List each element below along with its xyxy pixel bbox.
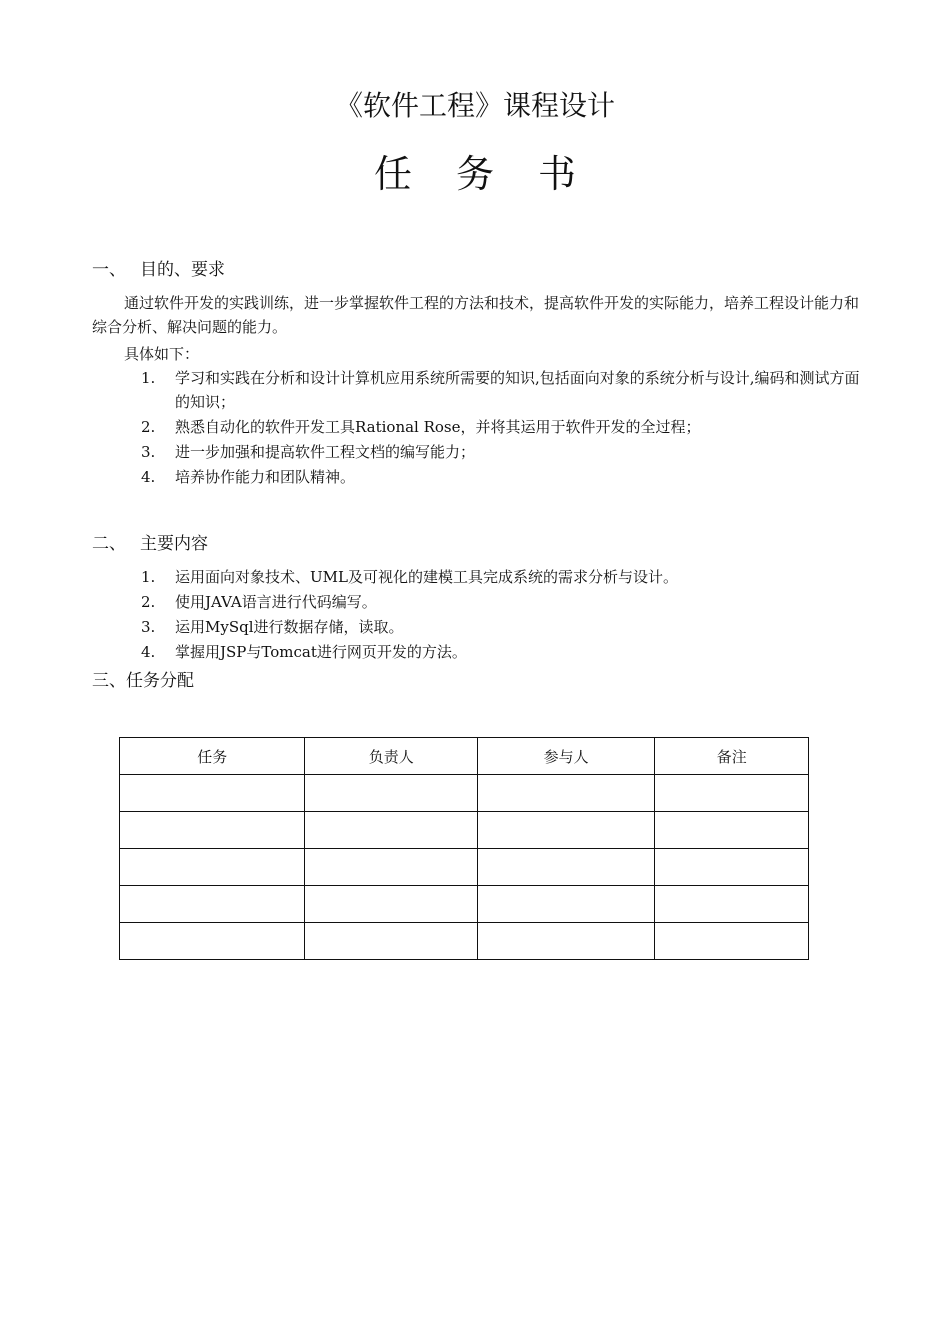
subtitle-char: 任 [373,152,412,196]
table-cell [477,886,654,923]
column-header-task: 任务 [120,738,305,775]
section2-heading [92,532,208,556]
item-number: 3. [141,618,156,636]
item-text: 运用MySql进行数据存储，读取。 [175,618,404,636]
item-number: 2. [141,418,156,436]
section1-number: 一、 [92,260,126,280]
section2-item [141,565,869,589]
section3-heading: 三、任务分配 [92,671,194,691]
table-cell [120,923,305,960]
table-cell [305,849,477,886]
table-cell [655,812,809,849]
section1-heading [92,258,225,282]
section1-item [141,440,869,464]
table-cell [477,812,654,849]
column-header-participant: 参与人 [477,738,654,775]
table-cell [477,923,654,960]
table-cell [655,849,809,886]
document-subtitle [0,148,950,200]
table-cell [655,886,809,923]
table-cell [655,775,809,812]
section2-title: 主要内容 [140,534,208,554]
table-cell [120,775,305,812]
item-text: 使用JAVA语言进行代码编写。 [175,593,377,611]
item-text: 掌握用JSP与Tomcat进行网页开发的方法。 [175,643,467,661]
column-header-owner: 负责人 [305,738,477,775]
item-number: 3. [141,443,156,461]
item-number: 4. [141,468,156,486]
subtitle-char: 务 [455,152,494,196]
section1-detail-label: 具体如下： [124,345,200,363]
item-number: 1. [141,369,156,387]
item-number: 2. [141,593,156,611]
table-cell [655,923,809,960]
section2-item [141,590,869,614]
table-cell [477,849,654,886]
table-row [120,886,809,923]
table-cell [305,886,477,923]
section1-item [141,366,869,414]
table-cell [305,775,477,812]
task-assignment-table [119,737,809,960]
section2-item [141,615,869,639]
table-row [120,812,809,849]
item-text: 运用面向对象技术、UML及可视化的建模工具完成系统的需求分析与设计。 [175,568,678,586]
section1-title: 目的、要求 [140,260,225,280]
item-text: 培养协作能力和团队精神。 [175,468,356,486]
table-row [120,775,809,812]
table-cell [305,923,477,960]
table-row [120,923,809,960]
document-title: 《软件工程》课程设计 [334,89,615,122]
column-header-remarks: 备注 [655,738,809,775]
table-cell [120,886,305,923]
item-text: 熟悉自动化的软件开发工具Rational Rose，并将其运用于软件开发的全过程； [175,418,701,436]
table-cell [120,812,305,849]
item-text: 进一步加强和提高软件工程文档的编写能力； [175,443,476,461]
table-cell [305,812,477,849]
section1-item [141,465,869,489]
section2-number: 二、 [92,534,126,554]
item-number: 4. [141,643,156,661]
subtitle-char: 书 [538,152,577,196]
section2-item [141,640,869,664]
section1-intro: 通过软件开发的实践训练，进一步掌握软件工程的方法和技术，提高软件开发的实际能力，培养工程设计能力和综合分析、解决问题的能力。 [92,294,860,336]
table-header-row [120,738,809,775]
table-row [120,849,809,886]
item-number: 1. [141,568,156,586]
table-cell [477,775,654,812]
item-text: 学习和实践在分析和设计计算机应用系统所需要的知识,包括面向对象的系统分析与设计,编码和测试方面的知识； [175,369,860,411]
section1-item [141,415,869,439]
table-cell [120,849,305,886]
